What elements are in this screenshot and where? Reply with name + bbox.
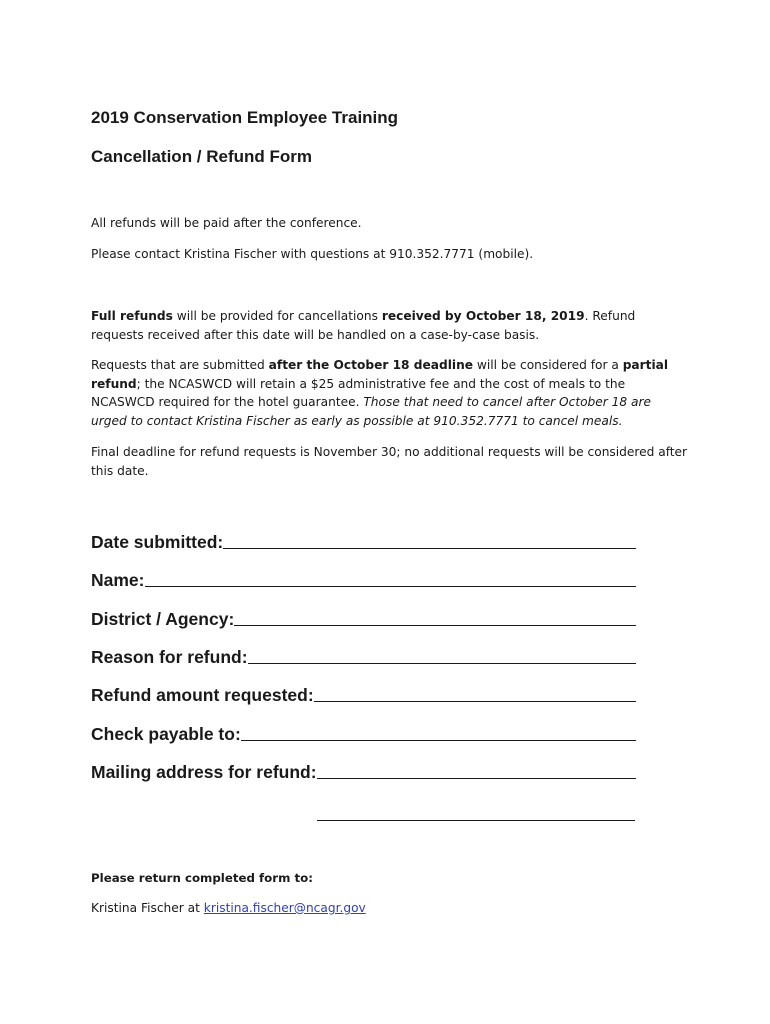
check-payable-label: Check payable to:	[91, 724, 241, 744]
reason-label: Reason for refund:	[91, 647, 248, 667]
form-subtitle: Cancellation / Refund Form	[91, 147, 313, 166]
refund-amount-field[interactable]	[91, 685, 636, 706]
mailing-address-field[interactable]	[91, 762, 636, 783]
check-payable-field[interactable]	[91, 724, 636, 745]
email-link[interactable]: kristina.fischer@ncagr.gov	[203, 901, 366, 915]
return-contact	[91, 901, 366, 915]
refund-deadline-date: received by October 18, 2019	[381, 309, 585, 323]
check-payable-line[interactable]	[241, 739, 636, 741]
mailing-address-line[interactable]	[317, 777, 636, 779]
partial-refund-term: partial refund	[91, 358, 669, 391]
return-instructions-label: Please return completed form to:	[91, 871, 313, 885]
district-agency-label: District / Agency:	[91, 609, 235, 629]
name-line[interactable]	[145, 585, 637, 587]
date-submitted-label: Date submitted:	[91, 532, 224, 552]
name-field[interactable]	[91, 570, 636, 591]
form-title: 2019 Conservation Employee Training	[91, 108, 399, 127]
refund-amount-label: Refund amount requested:	[91, 685, 314, 705]
intro-contact-note: Please contact Kristina Fischer with questions at 910.352.7771 (mobile).	[91, 247, 534, 261]
mailing-address-label: Mailing address for refund:	[91, 762, 317, 782]
mailing-address-line-2[interactable]	[317, 820, 635, 821]
final-deadline-paragraph: Final deadline for refund requests is November 30; no additional requests will be considered after this date.	[91, 445, 688, 478]
date-submitted-line[interactable]	[223, 547, 636, 549]
return-contact-name: Kristina Fischer at	[91, 901, 204, 915]
district-agency-field[interactable]	[91, 609, 636, 630]
full-refunds-term: Full refunds	[91, 309, 173, 323]
refund-amount-line[interactable]	[314, 700, 636, 702]
after-deadline-term: after the October 18 deadline	[268, 358, 474, 372]
intro-refund-note: All refunds will be paid after the conference.	[91, 216, 362, 230]
partial-refund-paragraph: Requests that are submitted after the October 18 deadline will be considered for a partial refund; the NCASWCD will retain a $25 administrative fee and the cost of meals to the NCASWCD required for the hotel guarantee. Those that need to cancel after October 18 are urged to contact Kristina Fischer as early as possible at 910.352.7771 to cancel meals.	[91, 358, 669, 428]
cancel-meals-note: Those that need to cancel after October 18 are urged to contact Kristina Fischer as early as possible at 910.352.7771 to cancel meals.	[91, 395, 652, 428]
name-label: Name:	[91, 570, 145, 590]
reason-line[interactable]	[248, 662, 636, 664]
district-agency-line[interactable]	[234, 624, 636, 626]
date-submitted-field[interactable]	[91, 532, 636, 553]
reason-field[interactable]	[91, 647, 636, 668]
full-refund-paragraph: Full refunds will be provided for cancellations received by October 18, 2019. Refund requests received after this date will be handled on a case-by-case basis.	[91, 309, 636, 342]
